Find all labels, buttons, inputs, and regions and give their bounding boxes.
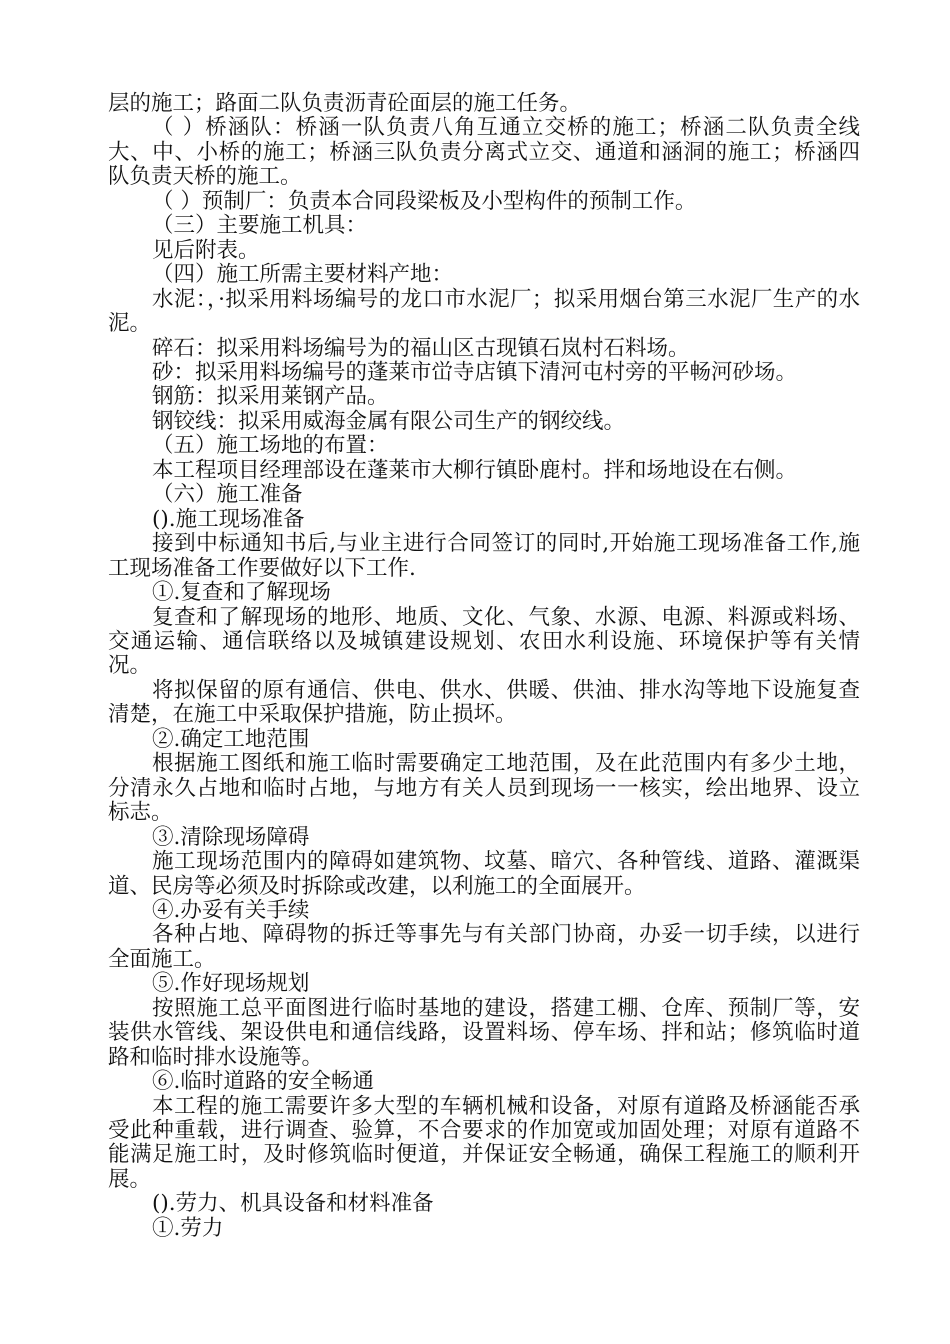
paragraph: 本工程项目经理部设在蓬莱市大柳行镇卧鹿村。拌和场地设在右侧。 — [152, 457, 798, 483]
paragraph: （ ）预制厂：负责本合同段梁板及小型构件的预制工作。 — [152, 188, 697, 214]
item-heading: ①.复查和了解现场 — [152, 580, 331, 606]
item-heading: ⑤.作好现场规划 — [152, 971, 310, 997]
paragraph: （ ）桥涵队：桥涵一队负责八角互通立交桥的施工；桥涵二队负责全线大、中、小桥的施工；桥涵三队负责分离式立交、通道和涵洞的施工；桥涵四队负责天桥的施工。 — [108, 115, 860, 190]
subsection-heading: ().施工现场准备 — [152, 506, 305, 532]
section-heading: （六）施工准备 — [152, 482, 303, 508]
item-heading: ③.清除现场障碍 — [152, 824, 310, 850]
paragraph: 碎石：拟采用料场编号为的福山区古现镇石岚村石料场。 — [152, 335, 690, 361]
paragraph: 将拟保留的原有通信、供电、供水、供暖、供油、排水沟等地下设施复查清楚，在施工中采取保护措施，防止损坏。 — [108, 677, 860, 728]
paragraph: 见后附表。 — [152, 237, 260, 263]
paragraph: 水泥：，·拟采用料场编号的龙口市水泥厂；拟采用烟台第三水泥厂生产的水泥。 — [108, 286, 860, 337]
section-heading: （三）主要施工机具： — [152, 213, 368, 239]
paragraph: 钢铰线：拟采用威海金属有限公司生产的钢绞线。 — [152, 408, 626, 434]
section-heading: （五）施工场地的布置： — [152, 433, 389, 459]
item-heading: ④.办妥有关手续 — [152, 897, 310, 923]
paragraph: 按照施工总平面图进行临时基地的建设，搭建工棚、仓库、预制厂等，安装供水管线、架设供电和通信线路，设置料场、停车场、拌和站；修筑临时道路和临时排水设施等。 — [108, 995, 860, 1070]
item-heading: ①.劳力 — [152, 1215, 224, 1241]
paragraph: 施工现场范围内的障碍如建筑物、坟墓、暗穴、各种管线、道路、灌溉渠道、民房等必须及时拆除或改建，以利施工的全面展开。 — [108, 849, 860, 899]
subsection-heading: ().劳力、机具设备和材料准备 — [152, 1191, 434, 1217]
item-heading: ⑥.临时道路的安全畅通 — [152, 1069, 374, 1095]
section-heading: （四）施工所需主要材料产地： — [152, 262, 454, 288]
document-body — [108, 92, 860, 1241]
paragraph: 砂：拟采用料场编号的蓬莱市峃寺店镇下清河屯村旁的平畅河砂场。 — [152, 359, 798, 385]
paragraph: 钢筋：拟采用莱钢产品。 — [152, 384, 389, 410]
paragraph: 层的施工；路面二队负责沥青砼面层的施工任务。 — [108, 91, 582, 116]
paragraph: 各种占地、障碍物的拆迁等事先与有关部门协商，办妥一切手续，以进行全面施工。 — [108, 922, 860, 972]
paragraph: 接到中标通知书后,与业主进行合同签订的同时,开始施工现场准备工作,施工现场准备工作要做好以下工作. — [108, 531, 860, 581]
paragraph: 复查和了解现场的地形、地质、文化、气象、水源、电源、料源或料场、交通运输、通信联络以及城镇建设规划、农田水利设施、环境保护等有关情况。 — [108, 604, 860, 679]
paragraph: 根据施工图纸和施工临时需要确定工地范围，及在此范围内有多少土地，分清永久占地和临时占地，与地方有关人员到现场一一核实，绘出地界、设立标志。 — [108, 751, 860, 826]
paragraph: 本工程的施工需要许多大型的车辆机械和设备，对原有道路及桥涵能否承受此种重载，进行调查、验算，不合要求的作加宽或加固处理；对原有道路不能满足施工时，及时修筑临时便道，并保证安全畅通，确保工程施工的顺利开展。 — [108, 1093, 860, 1192]
item-heading: ②.确定工地范围 — [152, 726, 310, 752]
